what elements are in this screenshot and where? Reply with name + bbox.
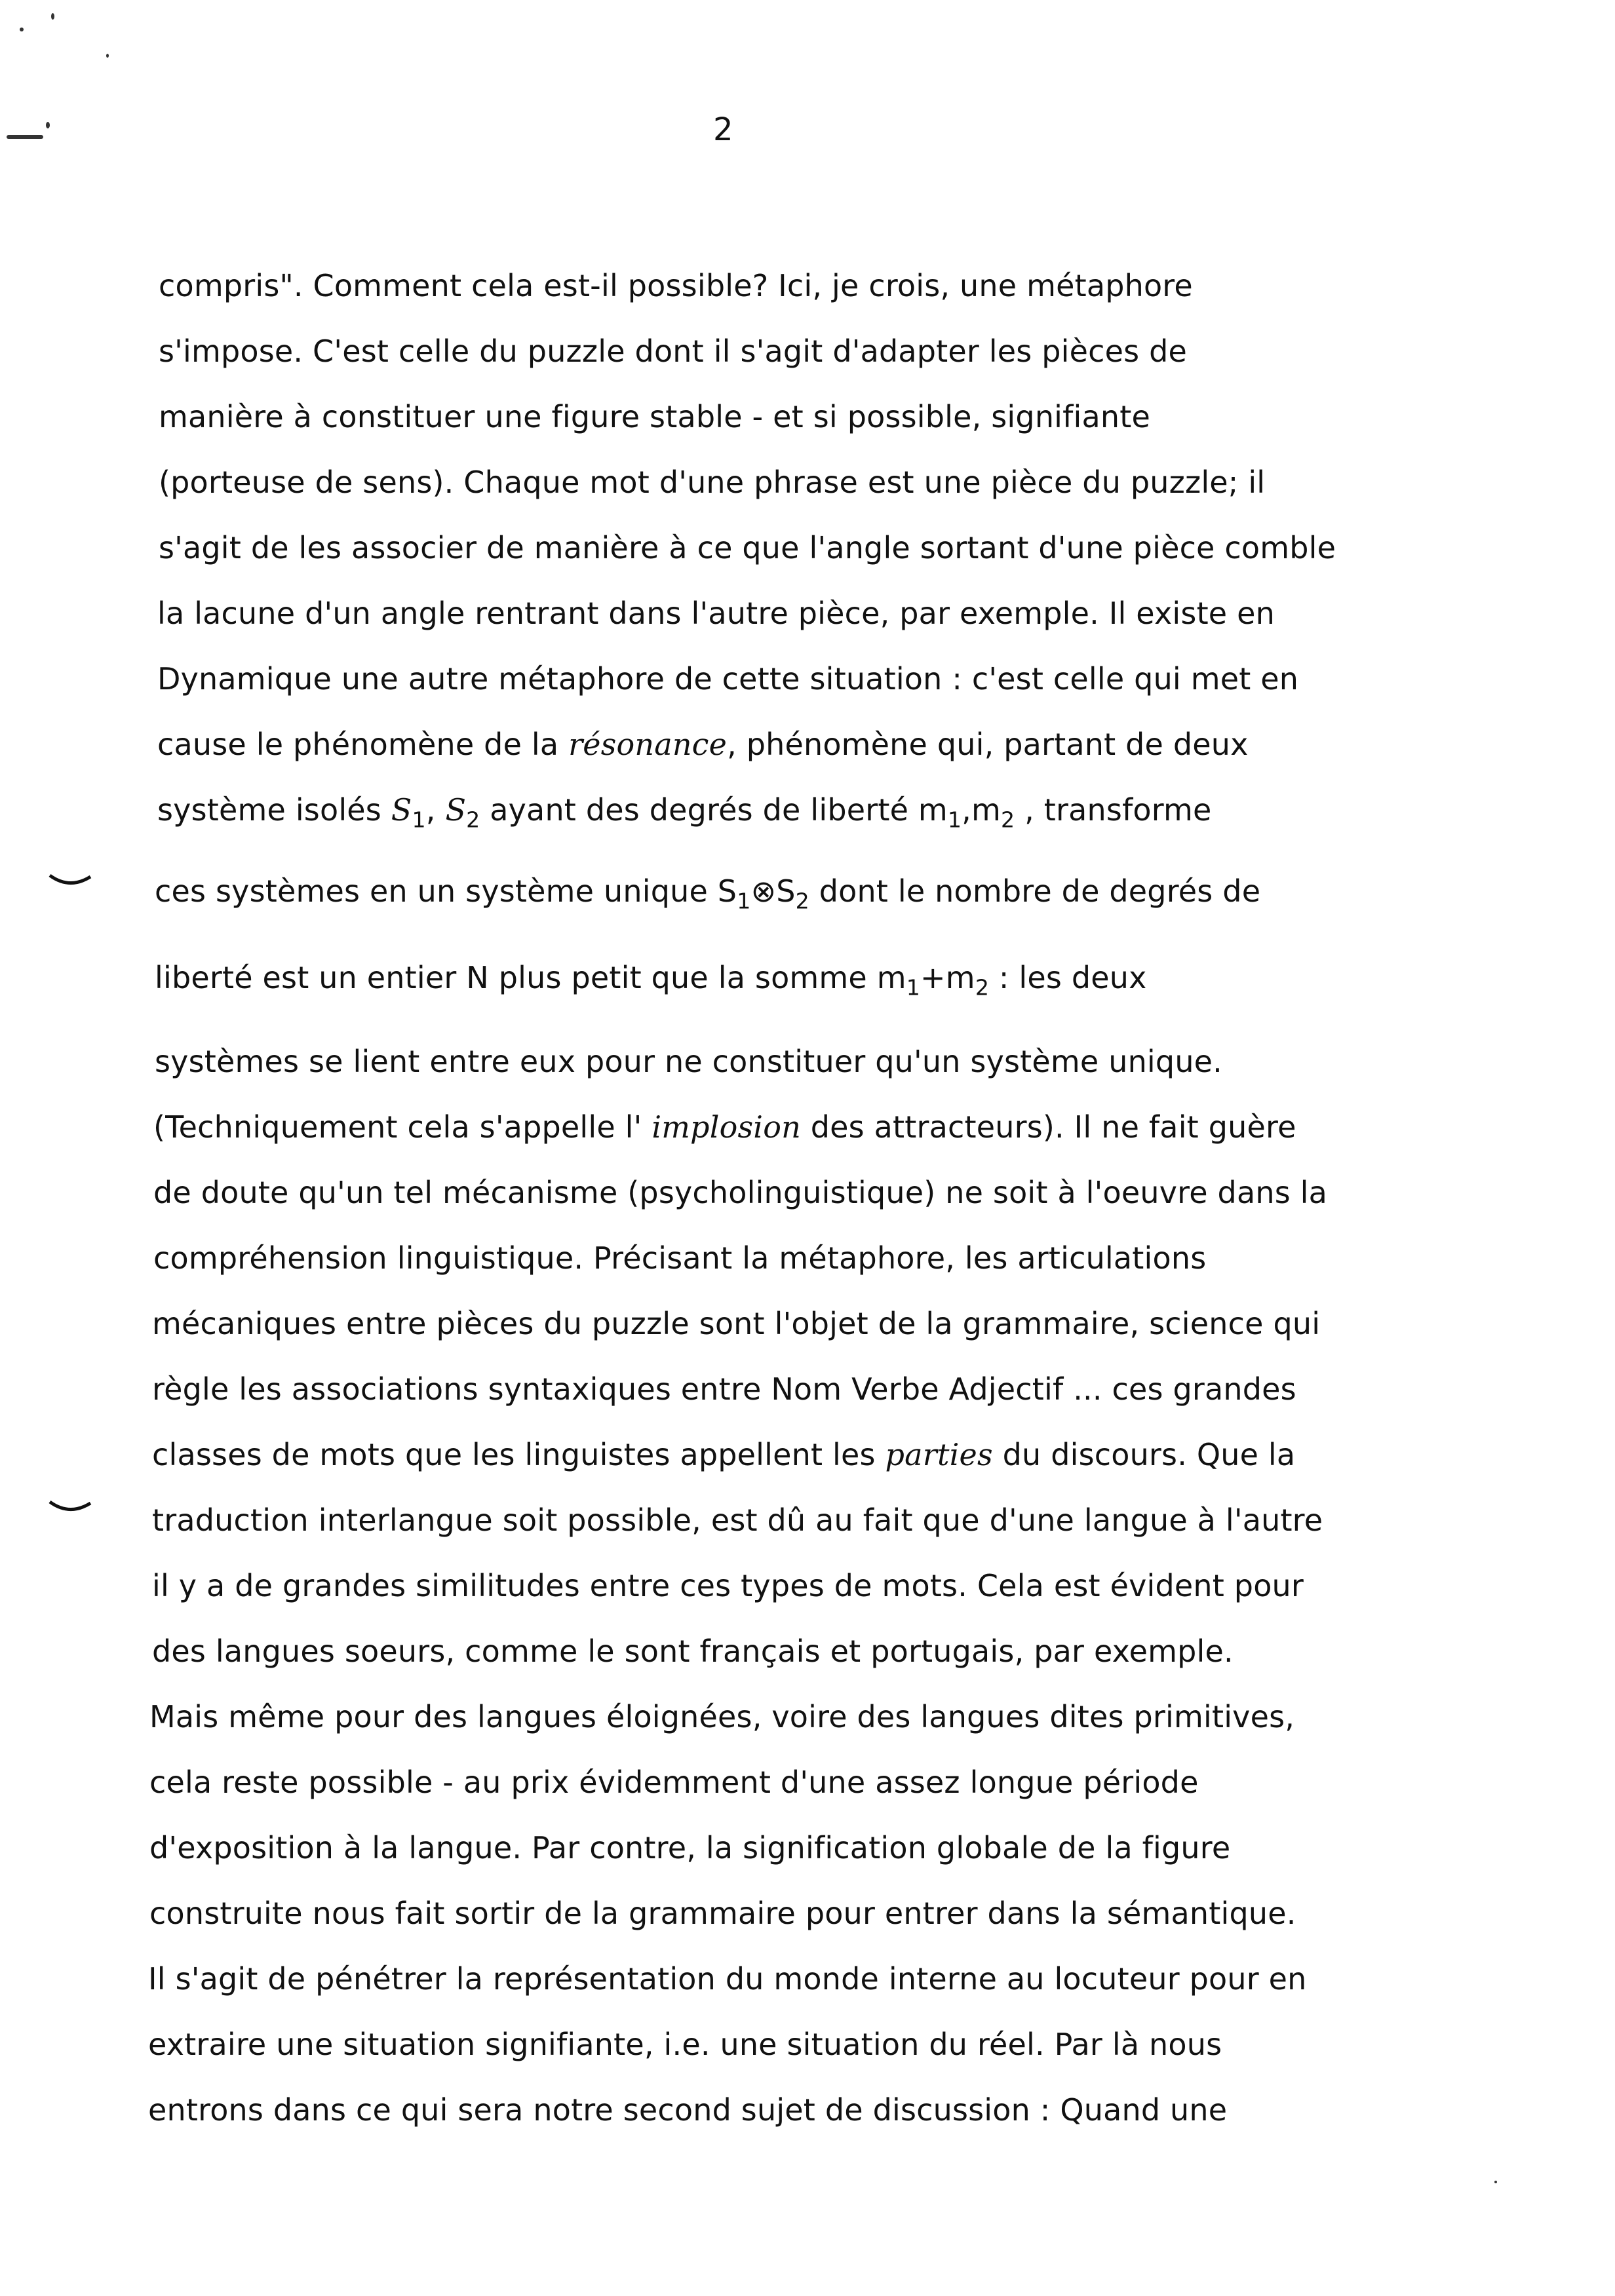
text-segment: , <box>425 792 446 828</box>
italic-term: parties <box>885 1437 993 1472</box>
margin-punch-mark <box>47 871 93 887</box>
text-line: cela reste possible - au prix évidemment d'une assez longue période <box>149 1765 1199 1800</box>
subscript: 1 <box>947 807 962 833</box>
italic-term: implosion <box>652 1109 801 1145</box>
text-line: construite nous fait sortir de la grammaire pour entrer dans la sémantique. <box>149 1896 1296 1931</box>
subscript: 2 <box>975 974 990 1001</box>
degree-symbol: m <box>918 792 948 828</box>
subscript: 1 <box>737 888 751 914</box>
subscript: 1 <box>906 974 921 1001</box>
scan-speck <box>106 54 109 58</box>
scan-speck <box>20 28 24 31</box>
subscript: 2 <box>795 888 809 914</box>
text-line: (porteuse de sens). Chaque mot d'une phrase est une pièce du puzzle; il <box>159 465 1266 500</box>
text-segment: du discours. Que la <box>992 1437 1296 1472</box>
text-line: la lacune d'un angle rentrant dans l'autre pièce, par exemple. Il existe en <box>157 596 1275 631</box>
text-line: Dynamique une autre métaphore de cette situation : c'est celle qui met en <box>157 661 1299 697</box>
text-segment: , <box>962 792 971 828</box>
italic-term: résonance <box>568 727 728 762</box>
scan-speck <box>46 122 50 128</box>
text-line: systèmes se lient entre eux pour ne constituer qu'un système unique. <box>155 1044 1222 1079</box>
text-line: des langues soeurs, comme le sont français et portugais, par exemple. <box>152 1634 1234 1669</box>
text-line <box>157 790 1212 833</box>
margin-punch-mark <box>47 1498 93 1514</box>
text-segment: dont le nombre de degrés de <box>809 873 1261 909</box>
text-line <box>155 958 1147 1001</box>
scan-speck <box>51 13 54 20</box>
text-line: entrons dans ce qui sera notre second sujet de discussion : Quand une <box>148 2092 1228 2128</box>
text-line: de doute qu'un tel mécanisme (psycholinguistique) ne soit à l'oeuvre dans la <box>153 1175 1328 1210</box>
text-line <box>155 871 1261 914</box>
system-symbol: S <box>445 792 467 828</box>
text-line: il y a de grandes similitudes entre ces types de mots. Cela est évident pour <box>152 1568 1304 1603</box>
tensor-operator: ⊗ <box>750 873 777 909</box>
text-line: s'agit de les associer de manière à ce que l'angle sortant d'une pièce comble <box>159 530 1336 565</box>
text-line: manière à constituer une figure stable - et si possible, signifiante <box>159 399 1151 434</box>
text-segment: (Techniquement cela s'appelle l' <box>153 1109 652 1145</box>
text-line: mécaniques entre pièces du puzzle sont l'objet de la grammaire, science qui <box>152 1306 1321 1341</box>
page-number: 2 <box>713 111 733 148</box>
text-line: s'impose. C'est celle du puzzle dont il s'agit d'adapter les pièces de <box>159 334 1188 369</box>
text-line: compris". Comment cela est-il possible? Ici, je crois, une métaphore <box>159 268 1193 303</box>
text-segment: système isolés <box>157 792 391 828</box>
text-segment: ayant des degrés de liberté <box>480 792 918 828</box>
text-line <box>153 1107 1296 1147</box>
integer-symbol: N <box>466 960 489 995</box>
text-segment: liberté est un entier <box>155 960 467 995</box>
text-segment: cause le phénomène de la <box>157 727 569 762</box>
text-segment: , phénomène qui, partant de deux <box>727 727 1249 762</box>
plus-operator: + <box>920 960 946 995</box>
text-line: Mais même pour des langues éloignées, voire des langues dites primitives, <box>149 1699 1295 1734</box>
text-segment: , transforme <box>1015 792 1212 828</box>
text-line <box>157 725 1249 764</box>
scan-speck <box>1494 2181 1497 2183</box>
text-segment: ces systèmes en un système unique <box>155 873 718 909</box>
text-segment: des attracteurs). Il ne fait guère <box>800 1109 1296 1145</box>
text-line: compréhension linguistique. Précisant la métaphore, les articulations <box>153 1240 1207 1276</box>
text-line: règle les associations syntaxiques entre Nom Verbe Adjectif ... ces grandes <box>152 1371 1296 1407</box>
scan-speck <box>7 135 43 139</box>
degree-symbol: m <box>876 960 906 995</box>
system-symbol: S <box>776 873 796 909</box>
system-symbol: S <box>391 792 412 828</box>
degree-symbol: m <box>945 960 975 995</box>
system-symbol: S <box>717 873 737 909</box>
subscript: 1 <box>412 807 426 833</box>
text-line <box>152 1435 1295 1474</box>
text-segment: classes de mots que les linguistes appellent les <box>152 1437 885 1472</box>
text-line: traduction interlangue soit possible, est dû au fait que d'une langue à l'autre <box>152 1502 1323 1538</box>
subscript: 2 <box>466 807 480 833</box>
text-segment: plus petit que la somme <box>488 960 877 995</box>
subscript: 2 <box>1001 807 1015 833</box>
text-line: Il s'agit de pénétrer la représentation du monde interne au locuteur pour en <box>148 1961 1307 1997</box>
text-segment: : les deux <box>989 960 1147 995</box>
degree-symbol: m <box>971 792 1002 828</box>
text-line: extraire une situation signifiante, i.e. une situation du réel. Par là nous <box>148 2027 1222 2062</box>
text-line: d'exposition à la langue. Par contre, la signification globale de la figure <box>149 1830 1231 1866</box>
